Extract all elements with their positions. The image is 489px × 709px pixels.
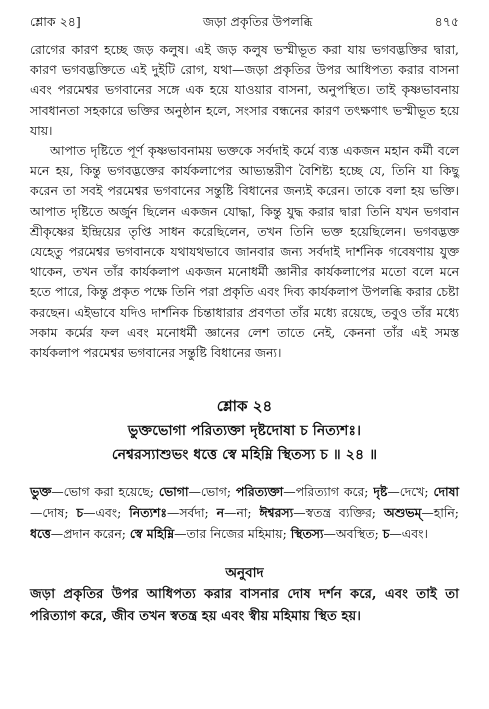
synonym-word: ঈশ্বরস্য: [259, 505, 294, 521]
synonym-word: দোষা: [433, 484, 460, 500]
synonym-word: স্বে মহিম্নি: [129, 526, 175, 542]
synonyms-block: [30, 481, 459, 544]
synonym-meaning: —এবং;: [83, 505, 130, 521]
header-chapter-title: জড়া প্রকৃতির উপলব্ধি: [202, 14, 313, 29]
synonym-word: দৃষ্ট: [373, 484, 388, 500]
synonym-word: নিত্যশঃ: [129, 505, 167, 521]
synonym-entry: [373, 484, 433, 499]
synonym-entry: [383, 526, 428, 541]
synonym-meaning: —না;: [224, 505, 260, 521]
synonym-entry: [259, 505, 383, 520]
verse-title: শ্লোক ২৪: [216, 397, 273, 416]
synonym-word: ভুক্ত: [30, 484, 52, 500]
synonym-meaning: —ভোগ করা হয়েছে;: [51, 484, 159, 500]
synonym-entry: [30, 526, 130, 541]
translation-text: জড়া প্রকৃতির উপর আধিপত্য করার বাসনার দোষ দর্শন করে, এবং তাই তা পরিত্যাগ করে, জীব তখন স্বতন্ত্র হয় এবং স্বীয় মহিমায় স্থিত হয়।: [30, 587, 459, 625]
synonym-entry: [159, 484, 236, 499]
purport-paragraph-1: রোগের কারণ হচ্ছে জড় কলুষ। এই জড় কলুষ ভস্মীভূত করা যায় ভগবদ্ভক্তির দ্বারা, কারণ ভগবদ্ভক্তিতে এই দুইটি রোগ, যথা—জড়া প্রকৃতির উপর আধিপত্য করার বাসনা এবং পরমেশ্বর ভগবানের সঙ্গে এক হয়ে যাওয়ার বাসনা, অনুপস্থিত। তাই কৃষ্ণভাবনায় সাবধানতা সহকারে ভক্তির অনুষ্ঠান হলে, সংসার বন্ধনের কারণ তৎক্ষণাৎ ভস্মীভূত হয়ে যায়।: [30, 42, 459, 138]
header-page-number: ৪৭৫: [434, 14, 459, 29]
synonym-word: ধত্তে: [30, 526, 51, 542]
synonym-word: ন: [216, 505, 225, 521]
synonym-entry: [30, 484, 159, 499]
synonym-entry: [236, 484, 374, 499]
verse-line-2: নেশ্বরস্যাশুভং ধত্তে স্বে মহিম্নি স্থিতস্য চ ॥ ২৪ ॥: [111, 447, 378, 464]
synonym-entry: [76, 505, 129, 520]
header-verse-ref: শ্লোক ২৪]: [30, 14, 81, 29]
synonym-word: ভোগা: [158, 484, 189, 500]
synonym-meaning: —পরিত্যাগ করে;: [283, 484, 374, 500]
synonym-entry: [130, 526, 291, 541]
page-header: [30, 14, 459, 36]
synonym-meaning: —অবস্থিত;: [323, 526, 383, 542]
synonym-meaning: —দেখে;: [387, 484, 434, 500]
synonym-meaning: —সর্বদা;: [166, 505, 217, 521]
synonym-meaning: —প্রদান করেন;: [50, 526, 130, 542]
synonym-meaning: —এবং।: [389, 526, 428, 542]
synonym-meaning: —তার নিজের মহিমায়;: [174, 526, 291, 542]
synonym-meaning: —দোষ;: [30, 505, 77, 521]
synonym-meaning: —হানি;: [421, 505, 459, 521]
verse-line-1: ভুক্তভোগা পরিত্যক্তা দৃষ্টদোষা চ নিত্যশঃ।: [127, 423, 362, 440]
synonym-meaning: —ভোগ;: [188, 484, 236, 500]
synonym-entry: [384, 505, 459, 520]
synonym-word: পরিত্যক্তা: [235, 484, 284, 500]
synonym-meaning: —স্বতন্ত্র ব্যক্তির;: [293, 505, 384, 521]
synonym-entry: [129, 505, 216, 520]
synonym-entry: [291, 526, 383, 541]
synonym-word: চ: [76, 505, 84, 521]
synonym-word: স্থিতস্য: [290, 526, 324, 542]
purport-paragraph-2: আপাত দৃষ্টিতে পূর্ণ কৃষ্ণভাবনাময় ভক্তকে সর্বদাই কর্মে ব্যস্ত একজন মহান কর্মী বলে মনে হয়, কিন্তু ভগবদ্ভক্তের কার্যকলাপের আভ্যন্তরীণ বৈশিষ্ট্য হচ্ছে যে, তিনি যা কিছু করেন তা সবই পরমেশ্বর ভগবানের সন্তুষ্টি বিধানের জন্যই করেন। তাকে বলা হয় ভক্তি। আপাত দৃষ্টিতে অর্জুন ছিলেন একজন যোদ্ধা, কিন্তু যুদ্ধ করার দ্বারা তিনি যখন ভগবান শ্রীকৃষ্ণের ইন্দ্রিয়ের তৃপ্তি সাধন করেছিলেন, তখন তিনি ভক্ত হয়েছিলেন। ভগবদ্ভক্ত যেহেতু পরমেশ্বর ভগবানকে যথাযথভাবে জানবার জন্য সর্বদাই দার্শনিক গবেষণায় যুক্ত থাকেন, তখন তাঁর কার্যকলাপ একজন মনোধর্মী জ্ঞানীর কার্যকলাপের মতো বলে মনে হতে পারে, কিন্তু প্রকৃত পক্ষে তিনি পরা প্রকৃতি এবং দিব্য কার্যকলাপ উপলব্ধি করার চেষ্টা করছেন। এইভাবে যদিও দার্শনিক চিন্তাধারার প্রবণতা তাঁর মধ্যে রয়েছে, তবুও তাঁর মধ্যে সকাম কর্মের ফল এবং মনোধর্মী জ্ঞানের লেশ তাতে নেই, কেননা তাঁর এই সমস্ত কার্যকলাপ পরমেশ্বর ভগবানের সন্তুষ্টি বিধানের জন্য।: [30, 143, 459, 361]
synonym-word: চ: [382, 526, 390, 542]
translation-title: অনুবাদ: [225, 565, 264, 582]
synonym-word: অশুভম্: [383, 505, 422, 521]
synonym-entry: [217, 505, 260, 520]
